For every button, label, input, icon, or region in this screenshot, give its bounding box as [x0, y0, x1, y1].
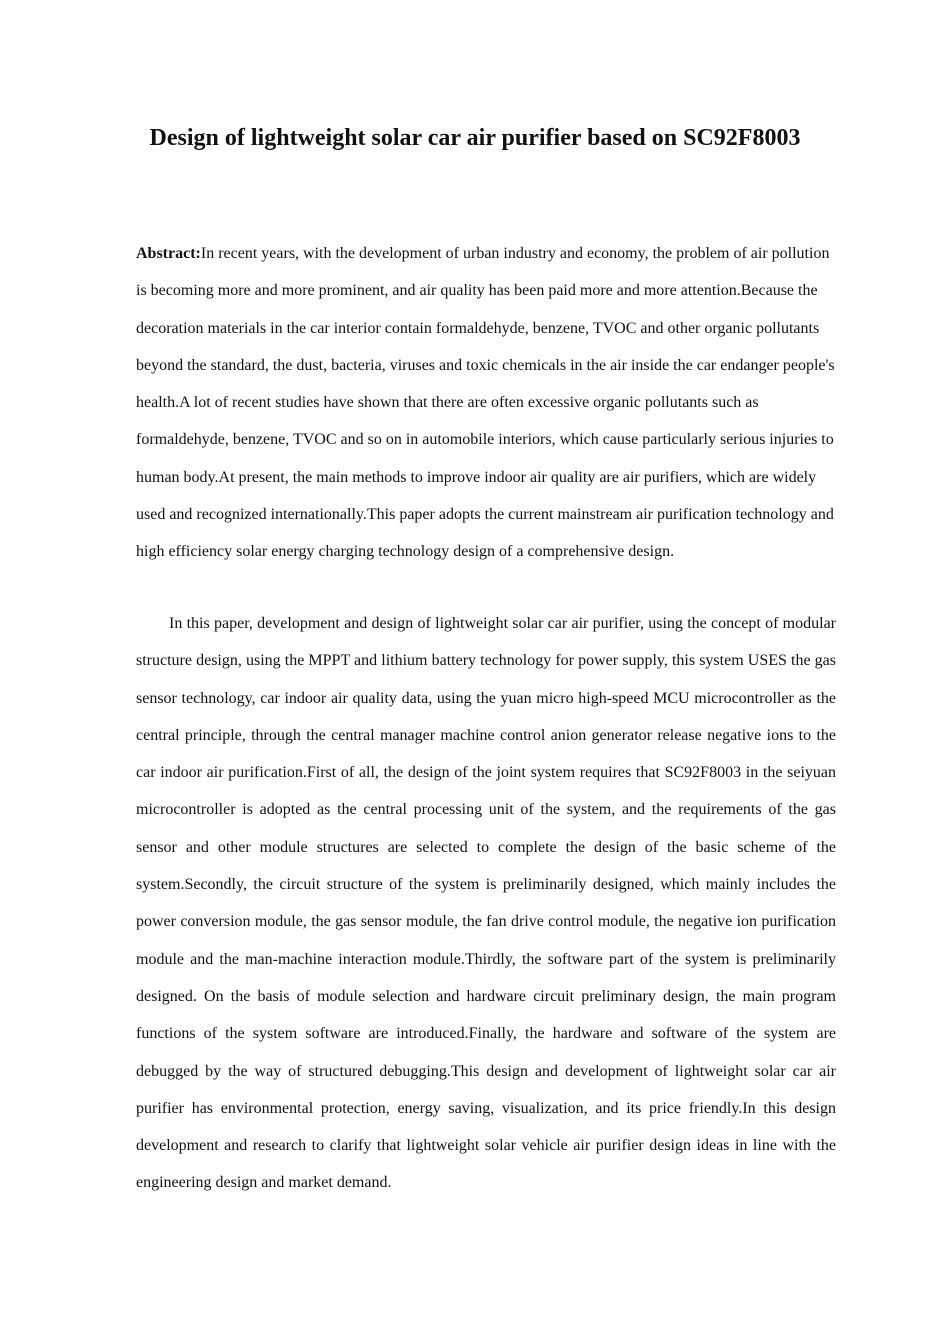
- abstract-paragraph: [136, 235, 836, 571]
- document-title: Design of lightweight solar car air purifier based on SC92F8003: [149, 125, 801, 151]
- abstract-label: Abstract:: [136, 245, 201, 262]
- abstract-text: In recent years, with the development of urban industry and economy, the problem of air pollution is becoming more and more prominent, and air quality has been paid more and more attention.Because the decoration materials in the car interior contain formaldehyde, benzene, TVOC and other organic pollutants beyond the standard, the dust, bacteria, viruses and toxic chemicals in the air inside the car endanger people's health.A lot of recent studies have shown that there are often excessive organic pollutants such as formaldehyde, benzene, TVOC and so on in automobile interiors, which cause particularly serious injuries to human body.At present, the main methods to improve indoor air quality are air purifiers, which are widely used and recognized internationally.This paper adopts the current mainstream air purification technology and high efficiency solar energy charging technology design of a comprehensive design.: [136, 245, 835, 561]
- body-paragraph: In this paper, development and design of lightweight solar car air purifier, using the concept of modular structure design, using the MPPT and lithium battery technology for power supply, this system USES the gas sensor technology, car indoor air quality data, using the yuan micro high-speed MCU microcontroller as the central principle, through the central manager machine control anion generator release negative ions to the car indoor air purification.First of all, the design of the joint system requires that SC92F8003 in the seiyuan microcontroller is adopted as the central processing unit of the system, and the requirements of the gas sensor and other module structures are selected to complete the design of the basic scheme of the system.Secondly, the circuit structure of the system is preliminarily designed, which mainly includes the power conversion module, the gas sensor module, the fan drive control module, the negative ion purification module and the man-machine interaction module.Thirdly, the software part of the system is preliminarily designed. On the basis of module selection and hardware circuit preliminary design, the main program functions of the system software are introduced.Finally, the hardware and software of the system are debugged by the way of structured debugging.This design and development of lightweight solar car air purifier has environmental protection, energy saving, visualization, and its price friendly.In this design development and research to clarify that lightweight solar vehicle air purifier design ideas in line with the engineering design and market demand.: [136, 615, 836, 1192]
